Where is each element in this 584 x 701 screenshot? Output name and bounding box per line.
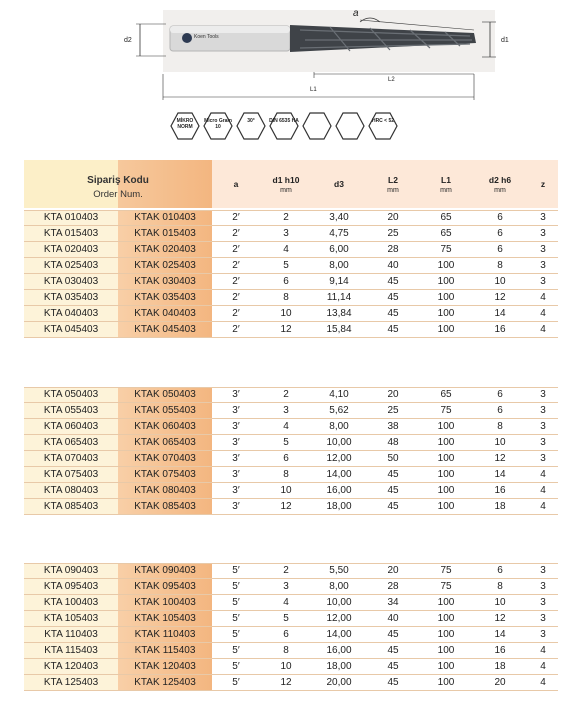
cell-d1: 3 xyxy=(283,228,289,239)
cell-d2: 16 xyxy=(494,324,506,335)
cell-d2: 6 xyxy=(497,244,503,255)
cell-l2: 45 xyxy=(387,629,399,640)
order-code-title: Sipariş Kodu xyxy=(87,175,149,186)
cell-z: 3 xyxy=(540,613,546,624)
cell-d1: 12 xyxy=(280,501,292,512)
cell-d3: 4,75 xyxy=(329,228,349,239)
cell-code-kta: KTA 125403 xyxy=(43,677,99,688)
cell-code-ktak: KTAK 040403 xyxy=(134,308,196,319)
cell-angle: 2′ xyxy=(232,260,240,271)
cell-l1: 100 xyxy=(437,501,455,512)
cell-d3: 12,00 xyxy=(326,453,352,464)
cell-l2: 45 xyxy=(387,661,399,672)
cell-l2: 25 xyxy=(387,228,399,239)
cell-d1: 8 xyxy=(283,292,289,303)
cell-d2: 14 xyxy=(494,469,506,480)
cell-code-kta: KTA 025403 xyxy=(43,260,99,271)
cell-d2: 8 xyxy=(497,581,503,592)
cell-l1: 100 xyxy=(437,597,455,608)
cell-d3: 4,10 xyxy=(329,389,349,400)
cell-d1: 4 xyxy=(283,597,289,608)
cell-l1: 100 xyxy=(437,453,455,464)
cell-l1: 100 xyxy=(437,613,455,624)
cell-d1: 6 xyxy=(283,453,289,464)
cell-l2: 45 xyxy=(387,324,399,335)
cell-d1: 5 xyxy=(283,437,289,448)
table-row xyxy=(24,595,558,611)
cell-code-kta: KTA 030403 xyxy=(43,276,99,287)
cell-angle: 2′ xyxy=(232,244,240,255)
cell-d1: 12 xyxy=(280,324,292,335)
cell-code-ktak: KTAK 090403 xyxy=(134,565,196,576)
cell-d3: 16,00 xyxy=(326,485,352,496)
cell-code-kta: KTA 015403 xyxy=(43,228,99,239)
cell-z: 3 xyxy=(540,565,546,576)
table-row xyxy=(24,306,558,322)
cell-code-ktak: KTAK 050403 xyxy=(134,389,196,400)
cell-d2: 8 xyxy=(497,421,503,432)
cell-code-kta: KTA 105403 xyxy=(43,613,99,624)
cell-d2: 18 xyxy=(494,661,506,672)
table-row xyxy=(24,290,558,306)
cell-l1: 75 xyxy=(440,581,452,592)
cell-code-kta: KTA 080403 xyxy=(43,485,99,496)
cell-d3: 18,00 xyxy=(326,501,352,512)
cell-l1: 75 xyxy=(440,565,452,576)
cell-z: 3 xyxy=(540,421,546,432)
cell-l2: 45 xyxy=(387,677,399,688)
cell-code-ktak: KTAK 085403 xyxy=(134,501,196,512)
cell-l2: 40 xyxy=(387,613,399,624)
d1-label: d1 xyxy=(501,37,509,44)
cell-z: 3 xyxy=(540,389,546,400)
cell-code-ktak: KTAK 100403 xyxy=(134,597,196,608)
cell-angle: 3′ xyxy=(232,485,240,496)
cell-d2: 10 xyxy=(494,597,506,608)
cell-angle: 5′ xyxy=(232,565,240,576)
cell-d3: 14,00 xyxy=(326,629,352,640)
cell-d2: 6 xyxy=(497,405,503,416)
end-mill-drawing xyxy=(0,0,584,110)
cell-d1: 6 xyxy=(283,276,289,287)
cell-angle: 2′ xyxy=(232,228,240,239)
cell-d3: 16,00 xyxy=(326,645,352,656)
hrc-icon: HRC < 52 xyxy=(368,112,398,140)
cell-d2: 8 xyxy=(497,260,503,271)
cell-code-kta: KTA 045403 xyxy=(43,324,99,335)
table-group xyxy=(24,210,558,338)
cell-d3: 10,00 xyxy=(326,597,352,608)
cell-d2: 6 xyxy=(497,565,503,576)
cell-angle: 3′ xyxy=(232,405,240,416)
table-row xyxy=(24,467,558,483)
cell-d1: 2 xyxy=(283,389,289,400)
cell-z: 3 xyxy=(540,276,546,287)
cell-d3: 12,00 xyxy=(326,613,352,624)
cell-l2: 28 xyxy=(387,581,399,592)
cell-z: 3 xyxy=(540,453,546,464)
cell-l2: 40 xyxy=(387,260,399,271)
col-l2: L2 mm xyxy=(387,174,399,194)
cell-l1: 100 xyxy=(437,421,455,432)
cell-l1: 100 xyxy=(437,645,455,656)
cell-l2: 28 xyxy=(387,244,399,255)
cell-d1: 3 xyxy=(283,581,289,592)
cell-l2: 45 xyxy=(387,469,399,480)
cell-l1: 65 xyxy=(440,212,452,223)
cell-d3: 11,14 xyxy=(326,292,352,303)
cell-l1: 75 xyxy=(440,405,452,416)
cell-d1: 4 xyxy=(283,244,289,255)
table-row xyxy=(24,499,558,515)
cell-l1: 100 xyxy=(437,308,455,319)
cell-code-kta: KTA 090403 xyxy=(43,565,99,576)
angle-30-icon: 30° xyxy=(236,112,266,140)
steps-icon xyxy=(335,112,365,140)
cell-l2: 20 xyxy=(387,565,399,576)
cell-d2: 16 xyxy=(494,485,506,496)
cell-code-kta: KTA 110403 xyxy=(44,629,98,640)
cell-z: 4 xyxy=(540,485,546,496)
cell-l1: 100 xyxy=(437,324,455,335)
cell-l1: 100 xyxy=(437,677,455,688)
cell-code-ktak: KTAK 030403 xyxy=(134,276,196,287)
cell-angle: 2′ xyxy=(232,308,240,319)
cell-d2: 10 xyxy=(494,276,506,287)
feature-icons xyxy=(170,112,410,144)
cell-d2: 12 xyxy=(494,613,506,624)
micro-norm-icon: MİKRO NORM xyxy=(170,112,200,140)
cell-l2: 50 xyxy=(387,453,399,464)
cell-l2: 45 xyxy=(387,276,399,287)
cell-l1: 100 xyxy=(437,276,455,287)
cell-code-kta: KTA 075403 xyxy=(43,469,99,480)
cell-code-ktak: KTAK 060403 xyxy=(134,421,196,432)
cell-code-kta: KTA 085403 xyxy=(43,501,99,512)
cell-l1: 100 xyxy=(437,260,455,271)
cell-code-kta: KTA 040403 xyxy=(43,308,99,319)
cell-angle: 3′ xyxy=(232,469,240,480)
cell-z: 3 xyxy=(540,212,546,223)
table-row xyxy=(24,274,558,290)
cell-d3: 13,84 xyxy=(326,308,352,319)
cell-z: 4 xyxy=(540,645,546,656)
micro-grain-icon: Micro Grain 10 xyxy=(203,112,233,140)
cell-d3: 10,00 xyxy=(326,437,352,448)
cell-angle: 3′ xyxy=(232,501,240,512)
cell-angle: 2′ xyxy=(232,292,240,303)
cell-l2: 45 xyxy=(387,308,399,319)
row-divider xyxy=(24,337,558,338)
tool-diagram xyxy=(0,0,584,110)
cell-l1: 100 xyxy=(437,485,455,496)
table-row xyxy=(24,643,558,659)
cell-angle: 2′ xyxy=(232,276,240,287)
cell-d1: 2 xyxy=(283,565,289,576)
cell-code-ktak: KTAK 075403 xyxy=(134,469,196,480)
order-code-header xyxy=(24,160,212,208)
row-divider xyxy=(24,514,558,515)
table-row xyxy=(24,403,558,419)
cell-angle: 3′ xyxy=(232,389,240,400)
cell-angle: 2′ xyxy=(232,324,240,335)
col-l1: L1 mm xyxy=(440,174,452,194)
table-group xyxy=(24,387,558,515)
cell-d1: 6 xyxy=(283,629,289,640)
cell-d3: 8,00 xyxy=(329,260,349,271)
cell-d3: 9,14 xyxy=(329,276,349,287)
col-d2: d2 h6 mm xyxy=(488,174,512,194)
table-row xyxy=(24,563,558,579)
table-row xyxy=(24,419,558,435)
cell-code-kta: KTA 095403 xyxy=(43,581,99,592)
cell-l1: 100 xyxy=(437,661,455,672)
cell-d2: 6 xyxy=(497,212,503,223)
cell-z: 3 xyxy=(540,228,546,239)
cell-angle: 5′ xyxy=(232,629,240,640)
cell-d1: 10 xyxy=(280,308,292,319)
cell-l2: 20 xyxy=(387,212,399,223)
cell-d1: 8 xyxy=(283,469,289,480)
cell-l2: 48 xyxy=(387,437,399,448)
cell-code-ktak: KTAK 080403 xyxy=(134,485,196,496)
cell-l2: 45 xyxy=(387,645,399,656)
cell-d1: 3 xyxy=(283,405,289,416)
cell-code-kta: KTA 055403 xyxy=(43,405,99,416)
cell-code-ktak: KTAK 035403 xyxy=(134,292,196,303)
cell-d3: 20,00 xyxy=(326,677,352,688)
cell-angle: 2′ xyxy=(232,212,240,223)
table-row xyxy=(24,579,558,595)
cell-z: 4 xyxy=(540,308,546,319)
cell-d1: 2 xyxy=(283,212,289,223)
cell-d3: 18,00 xyxy=(326,661,352,672)
cell-code-ktak: KTAK 115403 xyxy=(134,645,196,656)
cell-d3: 5,50 xyxy=(329,565,349,576)
cell-l2: 45 xyxy=(387,292,399,303)
table-row xyxy=(24,659,558,675)
cell-code-ktak: KTAK 025403 xyxy=(134,260,196,271)
cell-d3: 8,00 xyxy=(329,421,349,432)
spec-header-labels xyxy=(212,160,558,208)
cell-d2: 20 xyxy=(494,677,506,688)
cell-l2: 38 xyxy=(387,421,399,432)
cell-d2: 18 xyxy=(494,501,506,512)
cell-code-ktak: KTAK 065403 xyxy=(134,437,196,448)
cell-z: 4 xyxy=(540,469,546,480)
cell-z: 4 xyxy=(540,661,546,672)
cell-code-kta: KTA 070403 xyxy=(43,453,99,464)
table-row xyxy=(24,451,558,467)
cell-l2: 45 xyxy=(387,501,399,512)
table-row xyxy=(24,483,558,499)
cell-code-ktak: KTAK 015403 xyxy=(134,228,196,239)
l2-label: L2 xyxy=(388,77,395,83)
cell-l2: 45 xyxy=(387,485,399,496)
cell-code-ktak: KTAK 125403 xyxy=(134,677,196,688)
cell-d2: 6 xyxy=(497,228,503,239)
cell-l1: 100 xyxy=(437,292,455,303)
cell-d2: 10 xyxy=(494,437,506,448)
table-row xyxy=(24,258,558,274)
cell-l2: 34 xyxy=(387,597,399,608)
cell-l1: 100 xyxy=(437,437,455,448)
cell-d3: 14,00 xyxy=(326,469,352,480)
cell-code-ktak: KTAK 110403 xyxy=(134,629,196,640)
cell-z: 4 xyxy=(540,677,546,688)
shank-highlight xyxy=(170,26,290,33)
cell-z: 4 xyxy=(540,501,546,512)
l1-label: L1 xyxy=(310,87,317,93)
cell-d1: 10 xyxy=(280,661,292,672)
cell-angle: 5′ xyxy=(232,581,240,592)
cell-angle: 3′ xyxy=(232,437,240,448)
brand-label: Koen Tools xyxy=(194,34,219,40)
table-row xyxy=(24,435,558,451)
table-row xyxy=(24,627,558,643)
cell-l1: 65 xyxy=(440,228,452,239)
cell-angle: 5′ xyxy=(232,597,240,608)
cell-d3: 5,62 xyxy=(329,405,349,416)
cell-d1: 5 xyxy=(283,260,289,271)
cell-z: 3 xyxy=(540,597,546,608)
cell-code-kta: KTA 060403 xyxy=(43,421,99,432)
cell-l1: 65 xyxy=(440,389,452,400)
cell-z: 3 xyxy=(540,437,546,448)
cell-l1: 75 xyxy=(440,244,452,255)
cell-code-ktak: KTAK 070403 xyxy=(134,453,196,464)
cell-angle: 5′ xyxy=(232,613,240,624)
cell-d1: 10 xyxy=(280,485,292,496)
cell-z: 3 xyxy=(540,629,546,640)
cell-l1: 100 xyxy=(437,629,455,640)
cell-z: 3 xyxy=(540,405,546,416)
cell-d1: 8 xyxy=(283,645,289,656)
cell-angle: 5′ xyxy=(232,645,240,656)
table-row xyxy=(24,387,558,403)
table-row xyxy=(24,242,558,258)
cell-angle: 5′ xyxy=(232,661,240,672)
brand-logo-icon xyxy=(182,33,192,43)
cell-code-kta: KTA 065403 xyxy=(43,437,99,448)
col-z: z xyxy=(540,179,546,189)
cell-code-ktak: KTAK 095403 xyxy=(134,581,196,592)
cell-code-kta: KTA 100403 xyxy=(43,597,99,608)
table-group xyxy=(24,563,558,691)
table-row xyxy=(24,675,558,691)
flute-icon xyxy=(302,112,332,140)
cell-l2: 20 xyxy=(387,389,399,400)
cell-code-kta: KTA 010403 xyxy=(43,212,99,223)
cell-code-ktak: KTAK 105403 xyxy=(134,613,196,624)
cell-d3: 6,00 xyxy=(329,244,349,255)
cell-code-ktak: KTAK 010403 xyxy=(134,212,196,223)
cell-d1: 4 xyxy=(283,421,289,432)
table-row xyxy=(24,322,558,338)
cell-code-kta: KTA 035403 xyxy=(43,292,99,303)
table-row xyxy=(24,611,558,627)
order-code-subtitle: Order Num. xyxy=(93,189,143,200)
cell-d1: 5 xyxy=(283,613,289,624)
cell-code-ktak: KTAK 120403 xyxy=(134,661,196,672)
cell-d3: 3,40 xyxy=(329,212,349,223)
cell-code-ktak: KTAK 020403 xyxy=(134,244,196,255)
cell-d2: 16 xyxy=(494,645,506,656)
cell-code-kta: KTA 050403 xyxy=(43,389,99,400)
cell-d2: 14 xyxy=(494,308,506,319)
cell-z: 4 xyxy=(540,292,546,303)
cell-z: 4 xyxy=(540,324,546,335)
cell-l1: 100 xyxy=(437,469,455,480)
table-row xyxy=(24,210,558,226)
cell-z: 3 xyxy=(540,581,546,592)
cell-d1: 12 xyxy=(280,677,292,688)
cell-d3: 15,84 xyxy=(326,324,352,335)
angle-label: a xyxy=(353,8,359,19)
cell-angle: 3′ xyxy=(232,453,240,464)
cell-d2: 14 xyxy=(494,629,506,640)
col-a: a xyxy=(233,179,239,189)
cell-l2: 25 xyxy=(387,405,399,416)
cell-code-kta: KTA 120403 xyxy=(43,661,99,672)
cell-angle: 3′ xyxy=(232,421,240,432)
cell-d2: 6 xyxy=(497,389,503,400)
cell-d3: 8,00 xyxy=(329,581,349,592)
cell-z: 3 xyxy=(540,260,546,271)
col-d1: d1 h10 mm xyxy=(272,174,300,194)
cell-code-ktak: KTAK 055403 xyxy=(134,405,196,416)
row-divider xyxy=(24,690,558,691)
cell-angle: 5′ xyxy=(232,677,240,688)
d2-label: d2 xyxy=(124,37,132,44)
cell-d2: 12 xyxy=(494,292,506,303)
col-d3: d3 xyxy=(334,179,344,189)
cell-code-ktak: KTAK 045403 xyxy=(134,324,196,335)
cell-code-kta: KTA 020403 xyxy=(43,244,99,255)
din-icon: DIN 6535 HA xyxy=(269,112,299,140)
cell-code-kta: KTA 115403 xyxy=(44,645,98,656)
cell-d2: 12 xyxy=(494,453,506,464)
cell-z: 3 xyxy=(540,244,546,255)
table-row xyxy=(24,226,558,242)
